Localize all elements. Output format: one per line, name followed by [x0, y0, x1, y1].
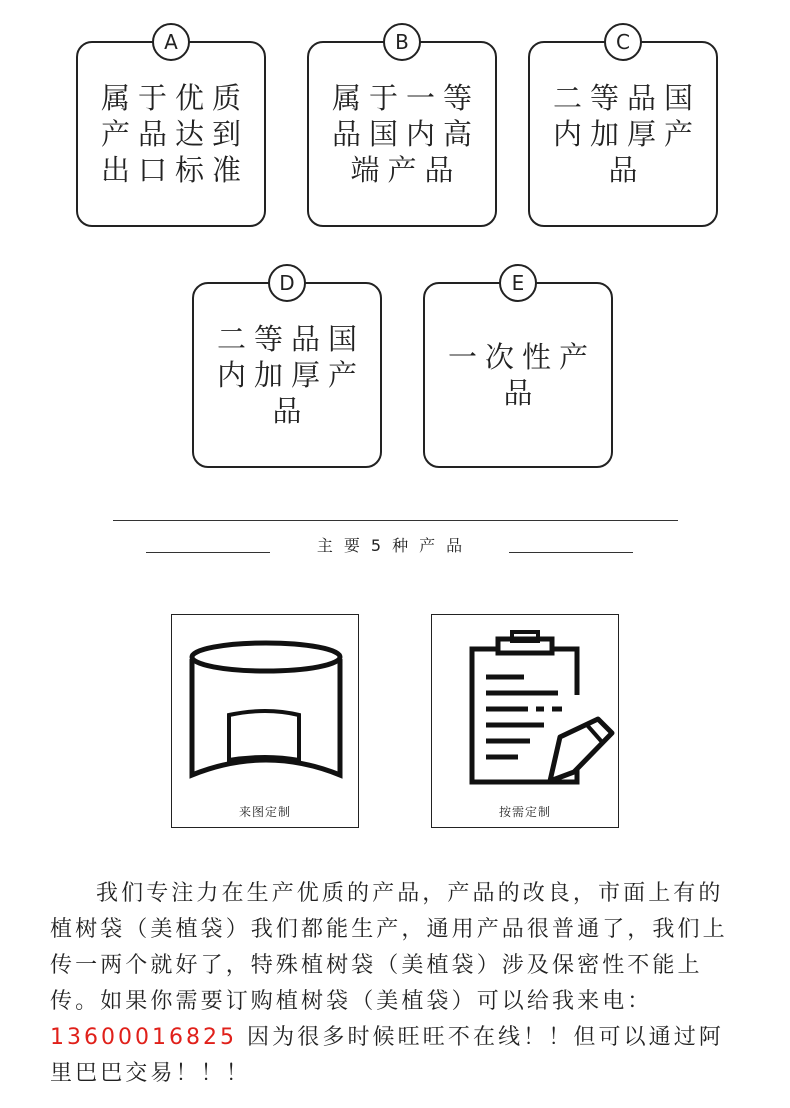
- service-tile-on-demand: [431, 614, 619, 828]
- grade-card-e: [423, 271, 613, 468]
- divider-line: [113, 520, 678, 521]
- title-rule-right: [509, 552, 633, 553]
- service-tile-custom-drawing: [171, 614, 359, 828]
- grade-card-c: [528, 30, 718, 227]
- service-label-on-demand: 按需定制: [498, 805, 551, 819]
- grade-text-b: 属于一等品国内高端产品: [331, 81, 480, 187]
- service-label-custom-drawing: 来图定制: [238, 805, 291, 819]
- grade-badge-c: C: [604, 23, 642, 61]
- title-rule-left: [146, 552, 270, 553]
- grade-text-c: 二等品国内加厚产品: [552, 81, 701, 187]
- description-text: 我们专注力在生产优质的产品，产品的改良，市面上有的植树袋（美植袋）我们都能生产，通用产品很普通了，我们上传一两个就好了，特殊植树袋（美植袋）涉及保密性不能上传。如果你需要订购植树袋（美植袋）可以给我来电：: [50, 881, 728, 1014]
- grade-text-a: 属于优质产品达到出口标准: [100, 81, 249, 187]
- bag-icon: [172, 615, 360, 803]
- grade-text-e: 一次性产品: [447, 340, 596, 410]
- grade-card-a: [76, 30, 266, 227]
- grade-badge-b: B: [383, 23, 421, 61]
- description-text-end: 因为很多时候旺旺不在线！！但可以通过阿里巴巴交易！！！: [50, 1025, 724, 1086]
- grade-badge-a: A: [152, 23, 190, 61]
- grade-card-d: [192, 271, 382, 468]
- grade-badge-d: D: [268, 264, 306, 302]
- description-paragraph: [50, 876, 740, 1092]
- phone-number: 13600016825: [50, 1025, 237, 1050]
- section-title: 主要5种产品: [316, 536, 474, 555]
- clipboard-pencil-icon: [432, 615, 620, 803]
- grade-text-d: 二等品国内加厚产品: [216, 322, 365, 428]
- grade-card-b: [307, 30, 497, 227]
- grade-badge-e: E: [499, 264, 537, 302]
